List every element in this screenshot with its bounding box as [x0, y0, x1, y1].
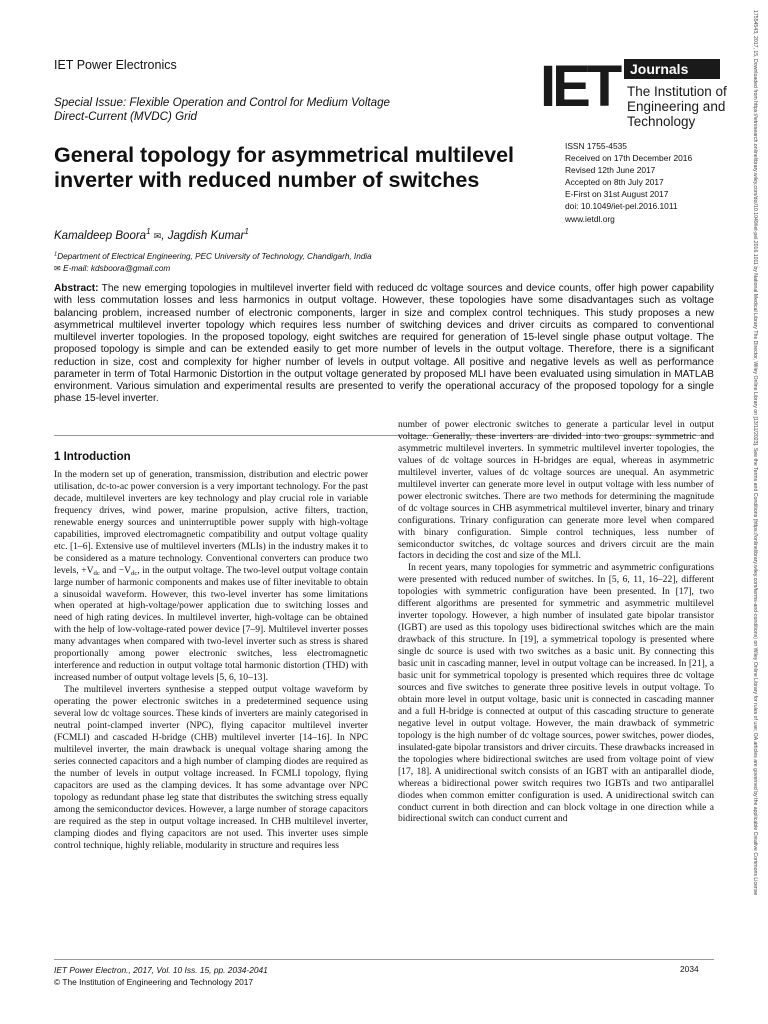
- received-date: Received on 17th December 2016: [565, 153, 693, 164]
- footer-divider: [54, 959, 714, 960]
- title-line-2: inverter with reduced number of switches: [54, 168, 480, 192]
- institution-line-1: The Institution of: [627, 84, 727, 99]
- download-side-note: [749, 10, 759, 1010]
- author-1-affil-mark: 1: [146, 227, 151, 237]
- journals-badge: Journals: [624, 59, 720, 79]
- affiliation-mark: 1: [54, 251, 58, 258]
- right-column: [398, 419, 714, 825]
- abstract: [54, 283, 714, 406]
- revised-date: Revised 12th June 2017: [565, 165, 656, 176]
- special-issue: [54, 96, 474, 123]
- side-note-text: 17554543, 2017, 15, Downloaded from https://ietresearch.onlinelibrary.wiley.com/doi/10.1049/iet-pel.2016.1011 by National Medical Library The Director, Wiley Online Library on [13/11/2023]. See the Terms and Conditions (https://onlinelibrary.wiley.com/terms-and-conditions) on Wiley Online Library for rules of use; OA articles are governed by the applicable Creative Commons License: [752, 10, 758, 896]
- website-link[interactable]: www.ietdl.org: [565, 213, 615, 224]
- intro-p1-part-a: In the modern set up of generation, transmission, distribution and electric power utilisation, dc-to-ac power conversion is a very important technology. For the past decade, multilevel inverters are key technology and play crucial role in variable frequency drives, wind power, marine propulsion, active filters, traction, renewable energy sources and uninterruptible power supply with high-voltage capabilities, improved electromagnetic compatibility and output voltage quality etc. [1–6]. Extensive use of multilevel inverters (MLIs) in the industry makes it to be considered as a mature technology. Conventional converters can produce two levels, +V: [54, 469, 368, 576]
- affiliation-block: [54, 251, 372, 275]
- iet-journals-logo: [540, 54, 727, 129]
- email-icon: ✉: [153, 231, 162, 241]
- intro-paragraph-1: [54, 469, 368, 684]
- affiliation-text: Department of Electrical Engineering, PEC University of Technology, Chandigarh, India: [57, 252, 372, 261]
- intro-paragraph-4: In recent years, many topologies for symmetric and asymmetric configurations were presented with reduced number of switches. In [5, 6, 11, 16–22], different topologies with symmetric configuration have been presented. In [17], two different algorithms are presented for symmetric and asymmetric multilevel inverter topology. However, a high number of insulated gate bipolar transistor (IGBT) are used as this topology uses bidirectional switches which are the main drawback of this structure. In [19], a symmetrical topology is presented where single dc source is used with two switches as a basic unit. By connecting this basic unit in cascading manner, level in output voltage can be increased. In [21], a basic unit for symmetrical topology is presented which requires three dc voltage sources and five switches to generate three positive levels in output voltage. To obtain more level in output voltage, basic unit is connected in cascading manner and a full H-bridge is connected at output of this cascading structure to generate negative level in output voltage. However, the main drawback of symmetric topology is the high number of dc voltage sources, power switches, power diodes, insulated-gate bipolar transistors and driver circuits. These drawbacks increased in the topologies where bidirectional switches are used from voltage point of view [17, 18]. A unidirectional switch consists of an IGBT with an antiparallel diode, whereas a bidirectional power switch requires two IGBTs and two antiparallel diodes when common emitter configuration is used. A unidirectional switch can conduct current in both direction and can block voltage in one direction while a bidirectional switch can conduct current and: [398, 562, 714, 825]
- institution-name: [627, 84, 767, 129]
- email-line: [54, 263, 372, 275]
- abstract-label: Abstract:: [54, 283, 99, 294]
- intro-paragraph-2: The multilevel inverters synthesise a stepped output voltage waveform by operating the power electronic switches in a predetermined sequence using several low dc voltage sources. These kinds of inverters are mainly categorised in neutral point-clamped inverter (NPC), flying capacitor multilevel inverter (FCMLI) and cascaded H-bridge (CHB) multilevel inverter [14–16]. In NPC multilevel inverter, the main drawback is unequal voltage sharing among the series connected capacitors and a high number of clamping diodes are required as the number of levels in output voltage increased. In FCMLI topology, flying capacitors are used as the clamping devices. It has some advantage over NPC topology as redundant phase leg state that distributes the switching stress equally among the semiconductor devices. However, a large number of storage capacitors are required as the step in output voltage increased. In CHB multilevel inverter, clamping diodes and flying capacitors are not used. This inverter uses simple control technique, highly reliable, modularity in structure and requires less: [54, 684, 368, 851]
- author-separator: ,: [161, 230, 168, 242]
- author-1[interactable]: Kamaldeep Boora: [54, 230, 147, 242]
- affiliation: [54, 251, 372, 263]
- efirst-date: E-First on 31st August 2017: [565, 189, 669, 200]
- vdc-subscript-1: dc: [93, 569, 100, 577]
- article-title: [54, 143, 544, 193]
- intro-paragraph-3: number of power electronic switches to generate a particular level in output voltage. Generally, these inverters are divided into two groups: symmetric and asymmetric multilevel inverters. In symmetric multilevel inverter topologies, the values of dc voltage sources in H-bridges are equal, whereas in asymmetric multilevel inverter, values of dc voltage sources are unequal. An asymmetric multilevel inverter can generate more level in output voltage with less number of power electronic switches. There are two methods for determining the magnitude of dc voltage sources in CHB asymmetrical multilevel inverter, binary and trinary configurations. Trinary configuration can generate more level when compared with binary configuration. Simple control techniques, less number of semiconductor switches, dc voltage sources and drivers circuit are the main factors in deciding the cost and size of the MLI.: [398, 419, 714, 562]
- iet-logo-mark: IET: [540, 54, 619, 119]
- intro-p1-part-b: and −V: [99, 564, 131, 576]
- section-heading-introduction: 1 Introduction: [54, 451, 131, 463]
- special-issue-line-2: Direct-Current (MVDC) Grid: [54, 109, 197, 123]
- issn: ISSN 1755-4535: [565, 141, 627, 151]
- authors: [54, 227, 249, 242]
- footer-citation-block: [54, 964, 268, 988]
- footer-copyright: © The Institution of Engineering and Technology 2017: [54, 977, 254, 987]
- abstract-text: The new emerging topologies in multilevel inverter field with reduced dc voltage sources and device counts, offer high power capability with less commutation losses and less harmonics in output voltage. However, these topologies have some disadvantages such as voltage balancing problem, increased number of electronic components, larger in size and complex control techniques. This study proposes a new asymmetrical multilevel inverter topology which requires less number of switching devices and driver circuits as compared to conventional multilevel inverter topologies. In the proposed topology, eight switches are required for generation of 15-level single phase output voltage. The proposed topology is simple and can be extended easily to get more number of levels in the output voltage. Therefore, there is a significant reduction in size, cost and complexity for higher number of levels in output voltage. All positive and negative levels as well as performance parameter in term of Total Harmonic Distortion in the output voltage generated by proposed MLI have been evaluated using simulation in MATLAB environment. Various simulation and experimental results are presented to verify the operational accuracy of the proposed topology for a single phase 15-level inverter.: [54, 283, 714, 405]
- article-meta: [565, 140, 692, 225]
- accepted-date: Accepted on 8th July 2017: [565, 177, 664, 188]
- journal-name: IET Power Electronics: [54, 58, 177, 72]
- author-2-affil-mark: 1: [244, 227, 249, 237]
- institution-line-2: Engineering and Technology: [627, 99, 726, 129]
- intro-p1-part-c: , in the output voltage. The two-level output voltage contain large number of harmonic components and makes use of filter inevitable to obtain a sinusoidal waveform. However, this two-level inverter has some limitations when operated at high-voltage/power application due to switching losses and need of high rating devices. In multilevel inverter, high-voltage can be obtained with the help of low-voltage-rated power device [7–9]. Multilevel inverter posses many advantages when compared with two-level inverter such as stress is shared proportionally among power electronic switches, less electromagnetic interference and reduction in output voltage total harmonic distortion (THD) with increased number of output voltage levels [5, 6, 10–13].: [54, 564, 368, 684]
- email-address[interactable]: E-mail: kdsboora@gmail.com: [63, 264, 171, 273]
- left-column: [54, 451, 368, 852]
- doi[interactable]: doi: 10.1049/iet-pel.2016.1011: [565, 201, 678, 212]
- vdc-subscript-2: dc: [131, 569, 138, 577]
- author-2[interactable]: Jagdish Kumar: [167, 230, 245, 242]
- page-number: 2034: [680, 964, 699, 974]
- title-line-1: General topology for asymmetrical multilevel: [54, 143, 515, 167]
- footer-citation: IET Power Electron., 2017, Vol. 10 Iss. 15, pp. 2034-2041: [54, 965, 268, 975]
- special-issue-line-1: Special Issue: Flexible Operation and Control for Medium Voltage: [54, 96, 390, 109]
- envelope-icon: ✉: [54, 264, 61, 273]
